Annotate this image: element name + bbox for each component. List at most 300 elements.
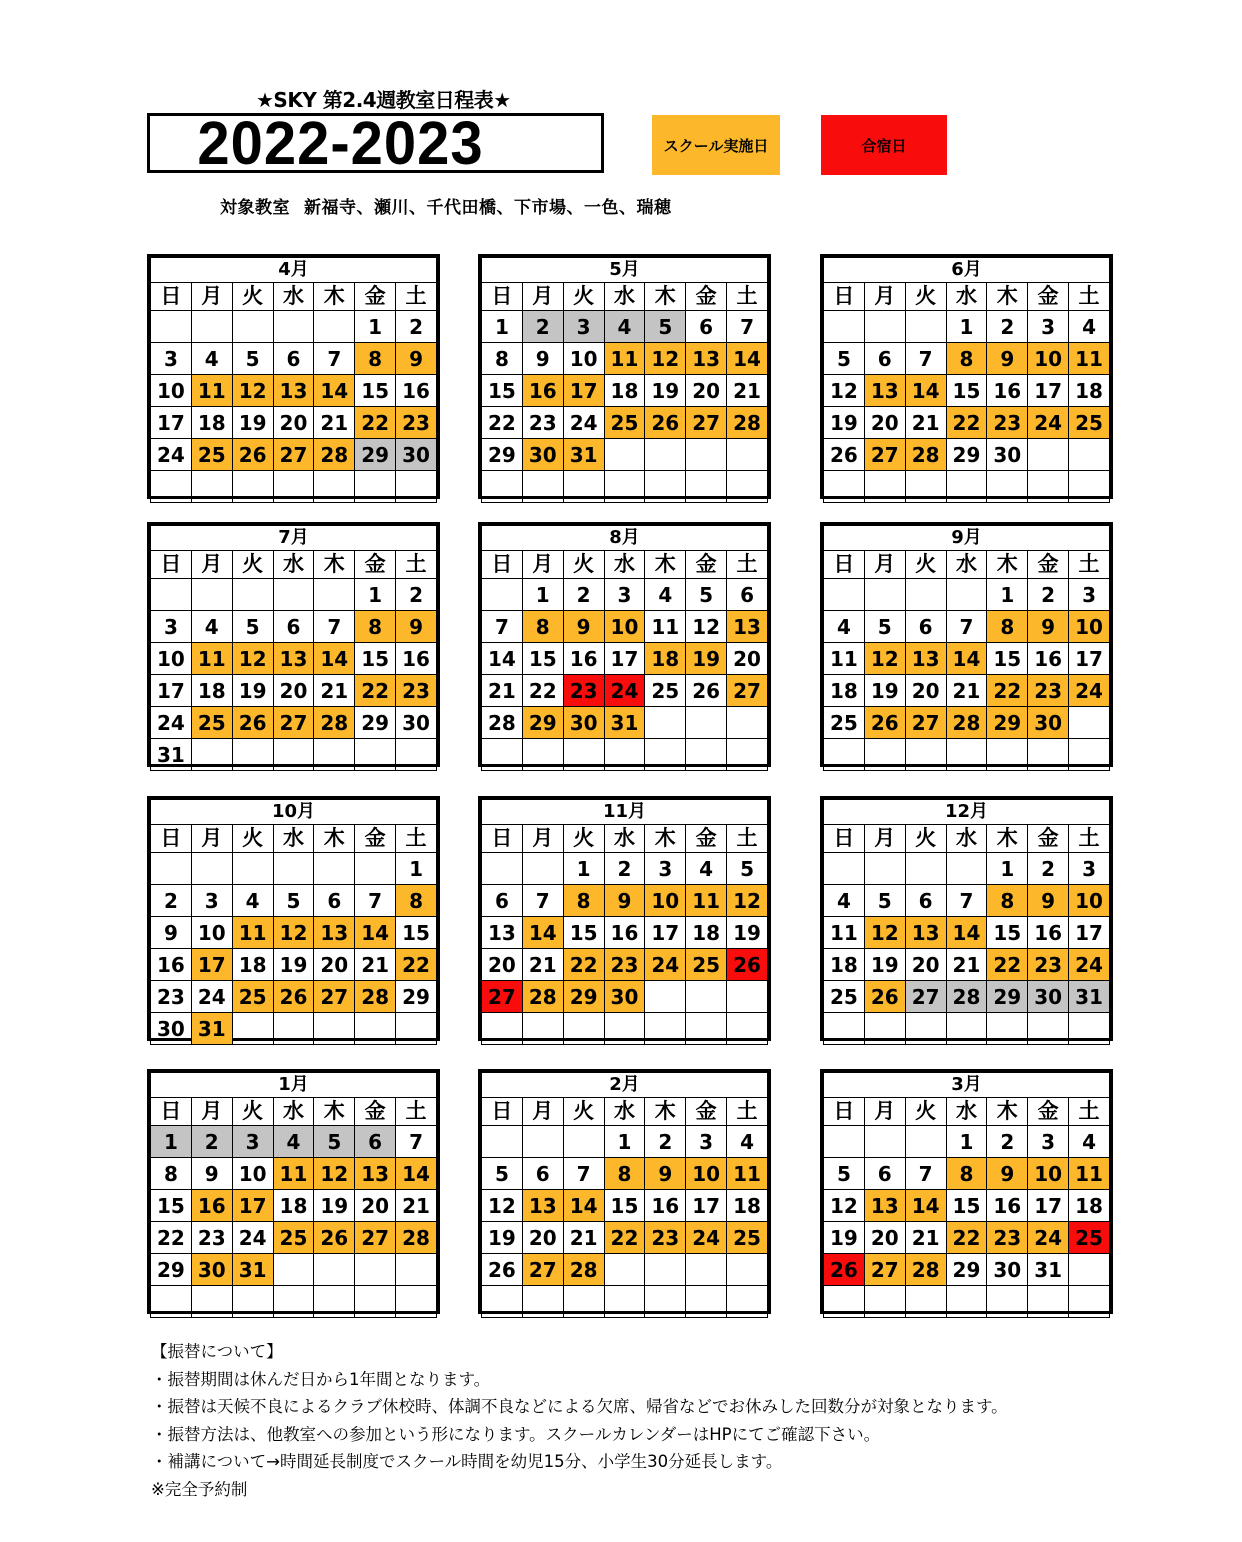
weekday-header: 火 <box>563 1098 604 1126</box>
weekday-header: 水 <box>946 551 987 579</box>
empty-cell <box>824 311 865 343</box>
day-cell: 10 <box>1028 343 1069 375</box>
empty-cell <box>987 1286 1028 1318</box>
day-cell: 25 <box>273 1222 314 1254</box>
weekday-header: 月 <box>522 283 563 311</box>
day-cell: 8 <box>946 1158 987 1190</box>
day-cell: 13 <box>522 1190 563 1222</box>
empty-cell <box>314 739 355 771</box>
day-cell: 27 <box>905 981 946 1013</box>
empty-cell <box>563 471 604 503</box>
weekday-header: 土 <box>727 1098 768 1126</box>
weekday-header: 木 <box>314 283 355 311</box>
day-cell: 26 <box>686 675 727 707</box>
empty-cell <box>824 1286 865 1318</box>
empty-cell <box>946 471 987 503</box>
empty-cell <box>686 1286 727 1318</box>
empty-cell <box>314 1286 355 1318</box>
weekday-header: 木 <box>645 1098 686 1126</box>
empty-cell <box>396 1286 437 1318</box>
day-cell: 31 <box>232 1254 273 1286</box>
empty-cell <box>604 471 645 503</box>
day-cell: 14 <box>355 917 396 949</box>
empty-cell <box>645 1013 686 1045</box>
weekday-header: 火 <box>232 1098 273 1126</box>
weekday-header: 水 <box>273 551 314 579</box>
day-cell: 1 <box>355 579 396 611</box>
day-cell: 20 <box>273 407 314 439</box>
day-cell: 24 <box>232 1222 273 1254</box>
weekday-header: 水 <box>273 283 314 311</box>
day-cell: 23 <box>396 407 437 439</box>
day-cell: 5 <box>824 1158 865 1190</box>
empty-cell <box>686 471 727 503</box>
day-cell: 3 <box>1069 853 1110 885</box>
year-range-box <box>147 108 604 178</box>
day-cell: 28 <box>946 981 987 1013</box>
day-cell: 14 <box>563 1190 604 1222</box>
empty-cell <box>686 739 727 771</box>
day-cell: 11 <box>273 1158 314 1190</box>
day-cell: 19 <box>273 949 314 981</box>
day-cell: 7 <box>905 343 946 375</box>
empty-cell <box>191 853 232 885</box>
day-cell: 9 <box>191 1158 232 1190</box>
day-cell: 4 <box>1069 311 1110 343</box>
day-cell: 9 <box>563 611 604 643</box>
weekday-header: 日 <box>151 551 192 579</box>
day-cell: 29 <box>355 707 396 739</box>
empty-cell <box>824 579 865 611</box>
day-cell: 26 <box>645 407 686 439</box>
day-cell: 7 <box>563 1158 604 1190</box>
day-cell: 30 <box>396 439 437 471</box>
weekday-header: 月 <box>522 825 563 853</box>
day-cell: 1 <box>987 579 1028 611</box>
empty-cell <box>191 1286 232 1318</box>
empty-cell <box>864 579 905 611</box>
weekday-header: 火 <box>232 825 273 853</box>
empty-cell <box>824 739 865 771</box>
day-cell: 30 <box>396 707 437 739</box>
day-cell: 2 <box>563 579 604 611</box>
day-cell: 24 <box>1069 949 1110 981</box>
weekday-header: 木 <box>987 825 1028 853</box>
day-cell: 12 <box>645 343 686 375</box>
weekday-header: 水 <box>946 825 987 853</box>
day-cell: 8 <box>396 885 437 917</box>
day-cell: 20 <box>727 643 768 675</box>
day-cell: 19 <box>645 375 686 407</box>
empty-cell <box>905 579 946 611</box>
empty-cell <box>824 853 865 885</box>
day-cell: 18 <box>1069 1190 1110 1222</box>
day-cell: 14 <box>482 643 523 675</box>
day-cell: 23 <box>191 1222 232 1254</box>
day-cell: 2 <box>151 885 192 917</box>
day-cell: 16 <box>563 643 604 675</box>
empty-cell <box>727 471 768 503</box>
day-cell: 5 <box>864 885 905 917</box>
day-cell: 17 <box>151 407 192 439</box>
weekday-header: 金 <box>686 825 727 853</box>
day-cell: 7 <box>522 885 563 917</box>
weekday-header: 月 <box>191 551 232 579</box>
day-cell: 24 <box>686 1222 727 1254</box>
empty-cell <box>151 1286 192 1318</box>
day-cell: 16 <box>645 1190 686 1222</box>
target-classrooms <box>220 193 672 218</box>
month-calendar <box>147 1069 440 1314</box>
empty-cell <box>191 739 232 771</box>
empty-cell <box>563 739 604 771</box>
day-cell: 5 <box>727 853 768 885</box>
day-cell: 23 <box>151 981 192 1013</box>
weekday-header: 木 <box>314 1098 355 1126</box>
day-cell: 23 <box>987 1222 1028 1254</box>
empty-cell <box>905 471 946 503</box>
day-cell: 8 <box>987 885 1028 917</box>
day-cell: 19 <box>686 643 727 675</box>
day-cell: 21 <box>396 1190 437 1222</box>
day-cell: 11 <box>824 917 865 949</box>
weekday-header: 土 <box>1069 825 1110 853</box>
day-cell: 22 <box>151 1222 192 1254</box>
day-cell: 28 <box>396 1222 437 1254</box>
weekday-header: 金 <box>355 551 396 579</box>
day-cell: 22 <box>396 949 437 981</box>
weekday-header: 火 <box>905 1098 946 1126</box>
day-cell: 18 <box>191 675 232 707</box>
day-cell: 15 <box>987 917 1028 949</box>
day-cell: 31 <box>191 1013 232 1045</box>
empty-cell <box>482 853 523 885</box>
month-calendar <box>478 254 771 499</box>
day-cell: 3 <box>686 1126 727 1158</box>
empty-cell <box>645 739 686 771</box>
empty-cell <box>396 739 437 771</box>
empty-cell <box>563 1013 604 1045</box>
day-cell: 14 <box>946 643 987 675</box>
day-cell: 9 <box>645 1158 686 1190</box>
day-cell: 6 <box>273 343 314 375</box>
day-cell: 2 <box>987 1126 1028 1158</box>
day-cell: 25 <box>1069 407 1110 439</box>
empty-cell <box>314 853 355 885</box>
weekday-header: 月 <box>522 1098 563 1126</box>
day-cell: 15 <box>396 917 437 949</box>
empty-cell <box>232 579 273 611</box>
empty-cell <box>1028 439 1069 471</box>
weekday-header: 月 <box>864 283 905 311</box>
day-cell: 17 <box>645 917 686 949</box>
day-cell: 30 <box>151 1013 192 1045</box>
day-cell: 23 <box>1028 949 1069 981</box>
empty-cell <box>1028 1013 1069 1045</box>
month-title: 1月 <box>151 1073 437 1098</box>
month-title: 4月 <box>151 258 437 283</box>
weekday-header: 月 <box>864 551 905 579</box>
empty-cell <box>864 739 905 771</box>
notes-line: ※完全予約制 <box>151 1479 248 1499</box>
empty-cell <box>946 739 987 771</box>
day-cell: 3 <box>191 885 232 917</box>
day-cell: 28 <box>563 1254 604 1286</box>
day-cell: 23 <box>1028 675 1069 707</box>
day-cell: 12 <box>273 917 314 949</box>
day-cell: 6 <box>273 611 314 643</box>
empty-cell <box>522 471 563 503</box>
month-title: 10月 <box>151 800 437 825</box>
empty-cell <box>727 1254 768 1286</box>
empty-cell <box>563 1126 604 1158</box>
weekday-header: 日 <box>824 825 865 853</box>
day-cell: 23 <box>987 407 1028 439</box>
day-cell: 5 <box>232 343 273 375</box>
empty-cell <box>864 311 905 343</box>
day-cell: 10 <box>191 917 232 949</box>
day-cell: 9 <box>1028 611 1069 643</box>
empty-cell <box>522 1286 563 1318</box>
empty-cell <box>727 1013 768 1045</box>
day-cell: 4 <box>191 611 232 643</box>
empty-cell <box>864 1013 905 1045</box>
empty-cell <box>232 311 273 343</box>
day-cell: 19 <box>314 1190 355 1222</box>
empty-cell <box>686 707 727 739</box>
day-cell: 26 <box>482 1254 523 1286</box>
weekday-header: 土 <box>1069 551 1110 579</box>
day-cell: 20 <box>273 675 314 707</box>
empty-cell <box>314 471 355 503</box>
empty-cell <box>232 471 273 503</box>
day-cell: 17 <box>232 1190 273 1222</box>
empty-cell <box>686 1013 727 1045</box>
weekday-header: 木 <box>645 283 686 311</box>
day-cell: 29 <box>396 981 437 1013</box>
empty-cell <box>482 1126 523 1158</box>
month-title: 12月 <box>824 800 1110 825</box>
empty-cell <box>273 1286 314 1318</box>
day-cell: 29 <box>482 439 523 471</box>
day-cell: 9 <box>1028 885 1069 917</box>
empty-cell <box>355 739 396 771</box>
day-cell: 14 <box>727 343 768 375</box>
empty-cell <box>396 471 437 503</box>
day-cell: 17 <box>151 675 192 707</box>
day-cell: 29 <box>563 981 604 1013</box>
day-cell: 13 <box>314 917 355 949</box>
day-cell: 30 <box>1028 707 1069 739</box>
empty-cell <box>232 1013 273 1045</box>
empty-cell <box>314 1013 355 1045</box>
empty-cell <box>604 1013 645 1045</box>
day-cell: 8 <box>522 611 563 643</box>
day-cell: 6 <box>522 1158 563 1190</box>
day-cell: 10 <box>232 1158 273 1190</box>
day-cell: 28 <box>946 707 987 739</box>
weekday-header: 火 <box>905 283 946 311</box>
day-cell: 3 <box>151 611 192 643</box>
day-cell: 18 <box>232 949 273 981</box>
day-cell: 15 <box>355 375 396 407</box>
day-cell: 27 <box>314 981 355 1013</box>
day-cell: 2 <box>1028 853 1069 885</box>
weekday-header: 木 <box>645 825 686 853</box>
day-cell: 16 <box>1028 643 1069 675</box>
weekday-header: 日 <box>824 1098 865 1126</box>
empty-cell <box>482 1013 523 1045</box>
day-cell: 19 <box>824 1222 865 1254</box>
day-cell: 1 <box>396 853 437 885</box>
weekday-header: 土 <box>727 551 768 579</box>
day-cell: 5 <box>273 885 314 917</box>
day-cell: 13 <box>273 375 314 407</box>
day-cell: 14 <box>905 375 946 407</box>
month-calendar <box>820 522 1113 767</box>
weekday-header: 土 <box>396 551 437 579</box>
day-cell: 3 <box>1028 311 1069 343</box>
day-cell: 26 <box>864 981 905 1013</box>
weekday-header: 日 <box>151 283 192 311</box>
month-title: 6月 <box>824 258 1110 283</box>
day-cell: 16 <box>522 375 563 407</box>
day-cell: 22 <box>946 1222 987 1254</box>
empty-cell <box>1069 1286 1110 1318</box>
day-cell: 8 <box>151 1158 192 1190</box>
weekday-header: 火 <box>905 551 946 579</box>
day-cell: 10 <box>151 375 192 407</box>
day-cell: 18 <box>273 1190 314 1222</box>
day-cell: 29 <box>946 1254 987 1286</box>
day-cell: 22 <box>987 675 1028 707</box>
month-title: 8月 <box>482 526 768 551</box>
empty-cell <box>864 1126 905 1158</box>
empty-cell <box>645 1254 686 1286</box>
day-cell: 3 <box>1069 579 1110 611</box>
weekday-header: 水 <box>946 1098 987 1126</box>
empty-cell <box>1028 1286 1069 1318</box>
empty-cell <box>482 579 523 611</box>
day-cell: 30 <box>522 439 563 471</box>
day-cell: 18 <box>727 1190 768 1222</box>
weekday-header: 月 <box>522 551 563 579</box>
empty-cell <box>314 311 355 343</box>
weekday-header: 木 <box>987 551 1028 579</box>
day-cell: 27 <box>355 1222 396 1254</box>
day-cell: 15 <box>946 375 987 407</box>
day-cell: 10 <box>151 643 192 675</box>
weekday-header: 土 <box>727 825 768 853</box>
day-cell: 31 <box>604 707 645 739</box>
month-title: 2月 <box>482 1073 768 1098</box>
day-cell: 21 <box>905 407 946 439</box>
day-cell: 6 <box>482 885 523 917</box>
empty-cell <box>987 471 1028 503</box>
day-cell: 19 <box>232 675 273 707</box>
weekday-header: 日 <box>482 825 523 853</box>
weekday-header: 水 <box>273 825 314 853</box>
day-cell: 11 <box>1069 343 1110 375</box>
day-cell: 25 <box>1069 1222 1110 1254</box>
empty-cell <box>1028 739 1069 771</box>
day-cell: 20 <box>864 1222 905 1254</box>
empty-cell <box>864 1286 905 1318</box>
weekday-header: 月 <box>191 1098 232 1126</box>
day-cell: 1 <box>563 853 604 885</box>
day-cell: 4 <box>824 611 865 643</box>
day-cell: 16 <box>191 1190 232 1222</box>
day-cell: 1 <box>987 853 1028 885</box>
empty-cell <box>191 311 232 343</box>
weekday-header: 木 <box>987 1098 1028 1126</box>
day-cell: 21 <box>563 1222 604 1254</box>
empty-cell <box>1069 739 1110 771</box>
day-cell: 7 <box>727 311 768 343</box>
empty-cell <box>645 707 686 739</box>
day-cell: 4 <box>824 885 865 917</box>
empty-cell <box>232 853 273 885</box>
day-cell: 5 <box>645 311 686 343</box>
weekday-header: 火 <box>232 283 273 311</box>
day-cell: 9 <box>396 611 437 643</box>
day-cell: 21 <box>314 675 355 707</box>
empty-cell <box>396 1013 437 1045</box>
weekday-header: 金 <box>355 283 396 311</box>
weekday-header: 金 <box>686 283 727 311</box>
day-cell: 23 <box>563 675 604 707</box>
day-cell: 26 <box>727 949 768 981</box>
transfer-notes <box>151 1338 1008 1504</box>
day-cell: 3 <box>645 853 686 885</box>
weekday-header: 金 <box>1028 283 1069 311</box>
day-cell: 22 <box>355 407 396 439</box>
day-cell: 29 <box>987 707 1028 739</box>
empty-cell <box>824 1013 865 1045</box>
day-cell: 2 <box>396 311 437 343</box>
day-cell: 9 <box>987 343 1028 375</box>
day-cell: 28 <box>905 439 946 471</box>
day-cell: 13 <box>482 917 523 949</box>
day-cell: 28 <box>314 439 355 471</box>
legend-camp-day <box>821 115 947 175</box>
day-cell: 24 <box>151 707 192 739</box>
day-cell: 11 <box>645 611 686 643</box>
empty-cell <box>482 1286 523 1318</box>
weekday-header: 水 <box>604 551 645 579</box>
day-cell: 6 <box>905 611 946 643</box>
day-cell: 28 <box>314 707 355 739</box>
empty-cell <box>604 1254 645 1286</box>
day-cell: 8 <box>355 611 396 643</box>
weekday-header: 日 <box>151 1098 192 1126</box>
day-cell: 11 <box>824 643 865 675</box>
empty-cell <box>355 1254 396 1286</box>
day-cell: 24 <box>604 675 645 707</box>
day-cell: 27 <box>864 1254 905 1286</box>
month-calendar <box>147 254 440 499</box>
weekday-header: 水 <box>273 1098 314 1126</box>
notes-line: ・補講について→時間延長制度でスクール時間を幼児15分、小学生30分延長します。 <box>151 1452 783 1472</box>
empty-cell <box>905 1013 946 1045</box>
day-cell: 13 <box>864 375 905 407</box>
day-cell: 24 <box>151 439 192 471</box>
empty-cell <box>905 1126 946 1158</box>
day-cell: 4 <box>273 1126 314 1158</box>
empty-cell <box>905 853 946 885</box>
day-cell: 19 <box>824 407 865 439</box>
day-cell: 19 <box>864 949 905 981</box>
